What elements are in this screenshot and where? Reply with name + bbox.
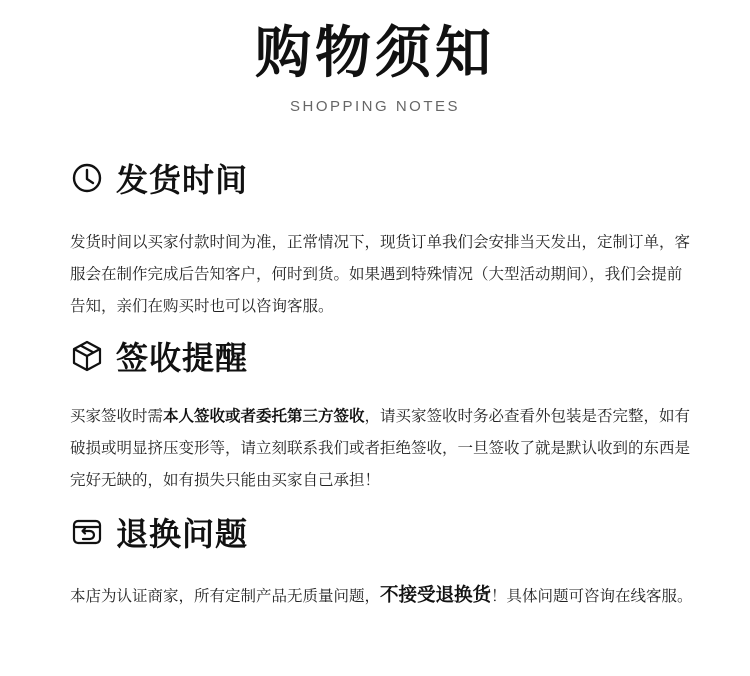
return-policy-text xyxy=(70,580,695,612)
box-icon xyxy=(70,339,104,373)
receipt-text-emphasis: 本人签收或者委托第三方签收 xyxy=(163,407,365,425)
page-title: 购物须知 xyxy=(255,21,495,86)
section-heading-label: 发货时间 xyxy=(116,161,249,199)
shipping-time-text: 发货时间以买家付款时间为准，正常情况下，现货订单我们会安排当天发出，定制订单，客服会在制作完成后告知客户，何时到货。如果遇到特殊情况（大型活动期间），我们会提前告知，亲们在购买时也可以咨询客服。 xyxy=(70,233,691,315)
section-heading-label: 签收提醒 xyxy=(116,339,249,377)
receipt-reminder-text xyxy=(70,400,695,496)
receipt-text-before: 买家签收时需 xyxy=(70,407,164,425)
return-text-after: ！具体问题可咨询在线客服。 xyxy=(491,587,693,605)
section-heading-label: 退换问题 xyxy=(116,515,249,553)
return-text-emphasis: 不接受退换货 xyxy=(380,585,492,606)
section-heading-shipping-time xyxy=(70,158,248,198)
page-subtitle: SHOPPING NOTES xyxy=(289,98,461,115)
clock-icon xyxy=(70,161,104,195)
receipt-text-after: ，请买家签收时务必查看外包装是否完整，如有破损或明显挤压变形等，请立刻联系我们或者拒绝签收，一旦签收了就是默认收到的东西是完好无缺的，如有损失只能由买家自己承担！ xyxy=(70,407,691,489)
section-heading-return-policy xyxy=(70,512,248,552)
return-icon xyxy=(70,515,104,549)
return-text-before: 本店为认证商家，所有定制产品无质量问题， xyxy=(70,587,381,605)
section-heading-receipt-reminder xyxy=(70,336,248,376)
